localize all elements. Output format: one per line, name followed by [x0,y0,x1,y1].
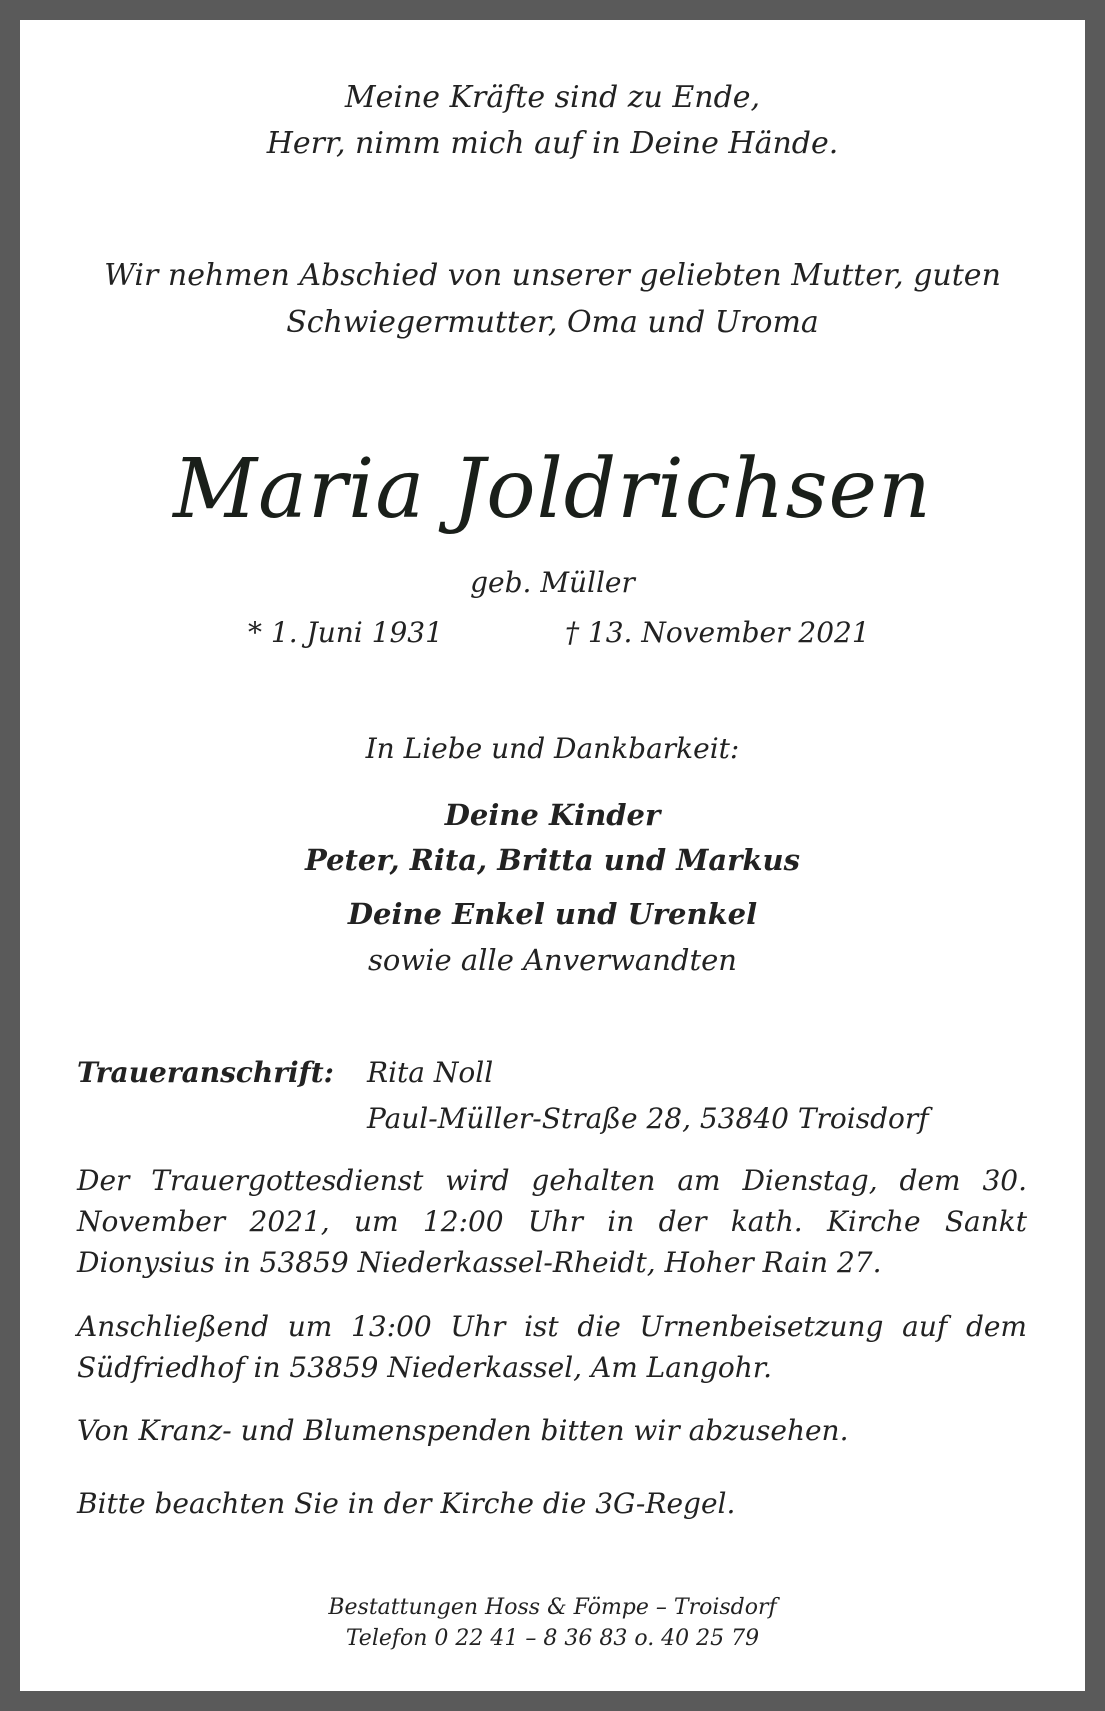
intro-line-2: Schwiegermutter, Oma und Uroma [286,305,819,340]
relatives-line: sowie alle Anverwandten [368,943,737,977]
motto-line-1: Meine Kräfte sind zu Ende, [344,80,761,115]
intro-text [20,252,1085,346]
intro-line-1: Wir nehmen Abschied von unserer geliebten Mutter, guten [104,258,1001,293]
service-notice: Der Trauergottesdienst wird gehalten am Dienstag, dem 30. November 2021, um 12:00 Uhr in der kath. Kirche Sankt Dionysius in 53859 Niederkassel-Rheidt, Hoher Rain 27. [77,1164,1027,1279]
death-date: † 13. November 2021 [565,616,870,649]
address-name: Rita Noll [367,1056,494,1089]
address-street: Paul-Müller-Straße 28, 53840 Troisdorf [367,1102,929,1135]
funeral-home-phone: Telefon 0 22 41 – 8 36 83 o. 40 25 79 [345,1626,760,1651]
children-names: Peter, Rita, Britta und Markus [305,843,800,877]
grandchildren-label: Deine Enkel und Urenkel [347,897,758,931]
mourners-heading: In Liebe und Dankbarkeit: [365,732,740,765]
motto-verse [20,75,1085,167]
rule-notice: Bitte beachten Sie in der Kirche die 3G-Regel. [77,1487,736,1520]
address-label: Traueranschrift: [77,1056,334,1089]
deceased-name: Maria Joldrichsen [173,442,932,537]
address-value [367,1050,929,1142]
funeral-home-name: Bestattungen Hoss & Fömpe – Troisdorf [328,1595,777,1620]
burial-notice: Anschließend um 13:00 Uhr ist die Urnenbeisetzung auf dem Südfriedhof in 53859 Niederkassel, Am Langohr. [77,1310,1027,1384]
mourners-list [20,793,1085,983]
maiden-name: geb. Müller [470,566,635,599]
birth-date: * 1. Juni 1931 [248,616,443,649]
flowers-notice: Von Kranz- und Blumenspenden bitten wir abzusehen. [77,1414,849,1447]
motto-line-2: Herr, nimm mich auf in Deine Hände. [266,126,839,161]
spacer [20,883,1085,892]
children-label: Deine Kinder [444,798,661,832]
funeral-home-footer [20,1592,1085,1654]
obituary-page [20,20,1085,1691]
